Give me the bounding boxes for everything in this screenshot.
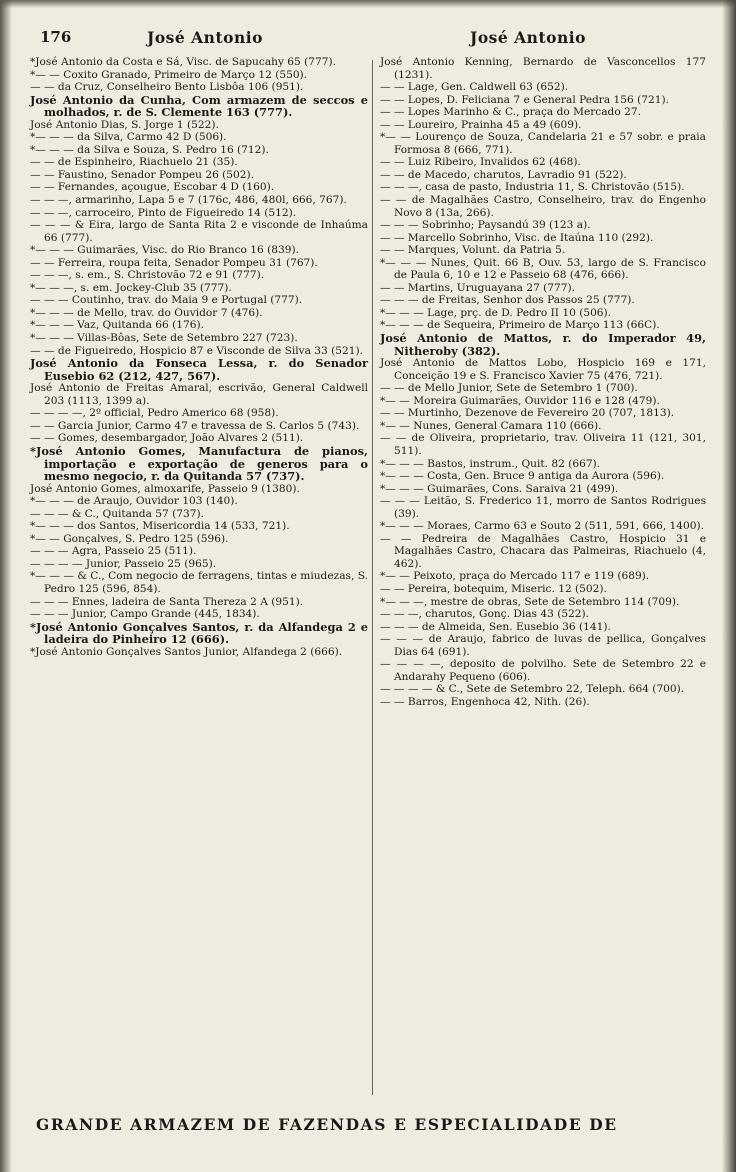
directory-entry: José Antonio de Mattos Lobo, Hospicio 169 e 171, Conceição 19 e S. Francisco Xavier 75 (476, 721). [380,357,706,382]
directory-entry: — — — Junior, Campo Grande (445, 1834). [30,608,260,621]
directory-entry: José Antonio Kenning, Bernardo de Vasconcellos 177 (1231). [380,56,706,81]
directory-entry: — — — Sobrinho; Paysandú 39 (123 a). [380,219,591,232]
directory-entry: — — Marques, Volunt. da Patria 5. [380,244,566,257]
directory-entry: — — — — & C., Sete de Setembro 22, Teleph. 664 (700). [380,683,685,696]
directory-entry: José Antonio da Cunha, Com armazem de seccos e molhados, r. de S. Clemente 163 (777). [30,92,368,120]
directory-entry: — — — Agra, Passeio 25 (511). [30,545,197,558]
directory-entry: — — Gomes, desembargador, João Alvares 2 (511). [30,432,304,445]
directory-entry: — — —, carroceiro, Pinto de Figueiredo 14 (512). [30,206,297,219]
directory-entry: *— — Coxito Granado, Primeiro de Março 12 (550). [30,68,308,81]
directory-entry: — — Marcello Sobrinho, Visc. de Itaúna 110 (292). [380,231,654,244]
directory-entry: — — — —, 2º official, Pedro Americo 68 (958). [30,407,279,420]
directory-entry: José Antonio Gomes, almoxarife, Passeio 9 (1380). [30,482,300,495]
directory-entry: — — —, s. em., S. Christovão 72 e 91 (777). [30,269,265,282]
directory-entry: José Antonio de Freitas Amaral, escrivão, General Caldwell 203 (1113, 1399 a). [30,382,368,407]
directory-entry: *— — — de Sequeira, Primeiro de Março 113 (66C). [380,319,660,332]
directory-entry: — — — Ennes, ladeira de Santa Thereza 2 A (951). [30,595,304,608]
directory-entry: *— — — Villas-Bôas, Sete de Setembro 227 (723). [30,332,298,345]
directory-entry: — — Lopes Marinho & C., praça do Mercado 27. [380,106,641,119]
directory-entry: — — de Magalhães Castro, Conselheiro, trav. do Engenho Novo 8 (13a, 266). [380,194,706,219]
directory-entry: *— — — Lage, prç. de D. Pedro II 10 (506). [380,306,612,319]
directory-entry: — — — de Almeida, Sen. Eusebio 36 (141). [380,620,611,633]
directory-entry: *— — —, mestre de obras, Sete de Setembro 114 (709). [380,595,680,608]
right-running-title: José Antonio [470,28,586,47]
directory-entry: *— — — de Araujo, Ouvidor 103 (140). [30,495,238,508]
directory-entry: *José Antonio Gomes, Manufactura de pianos, importação e exportação de generos para o mesmo negocio, r. da Quitanda 57 (737). [30,443,368,484]
directory-entry: — — — & Eira, largo de Santa Rita 2 e visconde de Inhaúma 66 (777). [30,219,368,244]
directory-entry: — — Martins, Uruguayana 27 (777). [380,281,576,294]
directory-entry: *— — — Guimarães, Visc. do Rio Branco 16 (839). [30,244,299,257]
directory-entry: *— — Moreira Guimarães, Ouvidor 116 e 128 (479). [380,394,660,407]
directory-entry: *— — — Nunes, Quit. 66 B, Ouv. 53, largo de S. Francisco de Paula 6, 10 e 12 e Passeio 68 (476, 666). [380,256,706,282]
directory-entry: — — Barros, Engenhoca 42, Nith. (26). [380,695,590,708]
directory-entry: — — Lopes, D. Feliciana 7 e General Pedra 156 (721). [380,93,669,106]
directory-entry: *— — — Bastos, instrum., Quit. 82 (667). [380,457,601,470]
directory-entry: *— — — Costa, Gen. Bruce 9 antiga da Aurora (596). [380,470,665,483]
directory-entry: *— — — Guimarães, Cons. Saraiva 21 (499). [380,482,619,495]
directory-entry: — — — — Junior, Passeio 25 (965). [30,557,217,570]
directory-entry: *— — — Vaz, Quitanda 66 (176). [30,319,204,332]
left-running-title: José Antonio [147,28,263,47]
directory-entry: — — de Espinheiro, Riachuelo 21 (35). [30,156,238,169]
scan-right-edge [722,0,736,1172]
directory-entry: — — de Oliveira, proprietario, trav. Oliveira 11 (121, 301, 511). [380,432,706,457]
directory-entry: *José Antonio Gonçalves Santos Junior, Alfandega 2 (666). [30,645,343,658]
scan-left-edge [0,0,12,1172]
left-column [30,56,368,658]
right-column [380,56,706,708]
directory-entry: *— — Lourenço de Souza, Candelaria 21 e 57 sobr. e praia Formosa 8 (666, 771). [380,131,706,156]
directory-entry: — — —, armarinho, Lapa 5 e 7 (176c, 486, 480l, 666, 767). [30,194,347,207]
directory-entry: — — — Coutinho, trav. do Maia 9 e Portugal (777). [30,294,303,307]
directory-entry: *— — — & C., Com negocio de ferragens, tintas e miudezas, S. Pedro 125 (596, 854). [30,570,368,595]
directory-entry: — — —, charutos, Gonç. Dias 43 (522). [380,608,590,621]
directory-entry: *— — — Moraes, Carmo 63 e Souto 2 (511, 591, 666, 1400). [380,520,705,533]
directory-entry: — — — de Araujo, fabrico de luvas de pellica, Gonçalves Dias 64 (691). [380,633,706,658]
directory-entry: *— — — dos Santos, Misericordia 14 (533, 721). [30,520,290,533]
directory-entry: *— — — de Mello, trav. do Ouvidor 7 (476). [30,306,263,319]
directory-entry: — — de Mello Junior, Sete de Setembro 1 (700). [380,382,638,395]
directory-entry: — — — & C., Quitanda 57 (737). [30,507,204,520]
directory-entry: *— — — da Silva, Carmo 42 D (506). [30,131,227,144]
directory-entry: — — Pedreira de Magalhães Castro, Hospicio 31 e Magalhães Castro, Chacara das Palmeiras, Riachuelo (4, 462). [380,532,706,570]
directory-entry: *— — Nunes, General Camara 110 (666). [380,419,602,432]
directory-entry: — — de Macedo, charutos, Lavradio 91 (522). [380,168,627,181]
directory-entry: *José Antonio da Costa e Sá, Visc. de Sapucahy 65 (777). [30,56,337,68]
directory-entry: *José Antonio Gonçalves Santos, r. da Alfandega 2 e ladeira do Pinheiro 12 (666). [30,619,368,647]
footer-advertisement: GRANDE ARMAZEM DE FAZENDAS E ESPECIALIDADE DE [36,1115,618,1134]
directory-entry: — — Loureiro, Prainha 45 a 49 (609). [380,118,582,131]
directory-entry: *— — — da Silva e Souza, S. Pedro 16 (712). [30,143,269,156]
directory-entry: — — — Leitão, S. Frederico 11, morro de Santos Rodrigues (39). [380,495,706,520]
directory-entry: — — de Figueiredo, Hospicio 87 e Visconde de Silva 33 (521). [30,344,364,357]
directory-entry: — — Faustino, Senador Pompeu 26 (502). [30,168,255,181]
directory-entry: — — —, casa de pasto, Industria 11, S. Christovão (515). [380,181,685,194]
directory-entry: — — da Cruz, Conselheiro Bento Lisbôa 106 (951). [30,81,304,94]
directory-entry: José Antonio da Fonseca Lessa, r. do Senador Eusebio 62 (212, 427, 567). [30,356,368,383]
directory-entry: José Antonio Dias, S. Jorge 1 (522). [30,118,219,131]
directory-entry: — — Pereira, botequim, Miseric. 12 (502). [380,582,607,595]
directory-entry: — — Fernandes, açougue, Escobar 4 D (160). [30,181,275,194]
directory-entry: — — Ferreira, roupa feita, Senador Pompeu 31 (767). [30,256,318,269]
directory-entry: — — Garcia Junior, Carmo 47 e travessa de S. Carlos 5 (743). [30,419,360,432]
directory-entry: *— — Gonçalves, S. Pedro 125 (596). [30,532,229,545]
column-divider [372,60,373,1095]
directory-entry: — — — —, deposito de polvilho. Sete de Setembro 22 e Andarahy Pequeno (606). [380,658,706,683]
directory-entry: *— — Peixoto, praça do Mercado 117 e 119 (689). [380,570,650,583]
directory-entry: José Antonio de Mattos, r. do Imperador 49, Nitheroby (382). [380,331,706,358]
scan-top-edge [0,0,736,8]
directory-entry: — — Luiz Ribeiro, Invalidos 62 (468). [380,156,581,169]
page-number: 176 [40,28,72,46]
directory-entry: *— — —, s. em. Jockey-Club 35 (777). [30,281,232,294]
directory-entry: — — Lage, Gen. Caldwell 63 (652). [380,81,569,94]
page-header [0,28,736,50]
directory-entry: — — — de Freitas, Senhor dos Passos 25 (777). [380,294,635,307]
directory-entry: — — Murtinho, Dezenove de Fevereiro 20 (707, 1813). [380,407,675,420]
